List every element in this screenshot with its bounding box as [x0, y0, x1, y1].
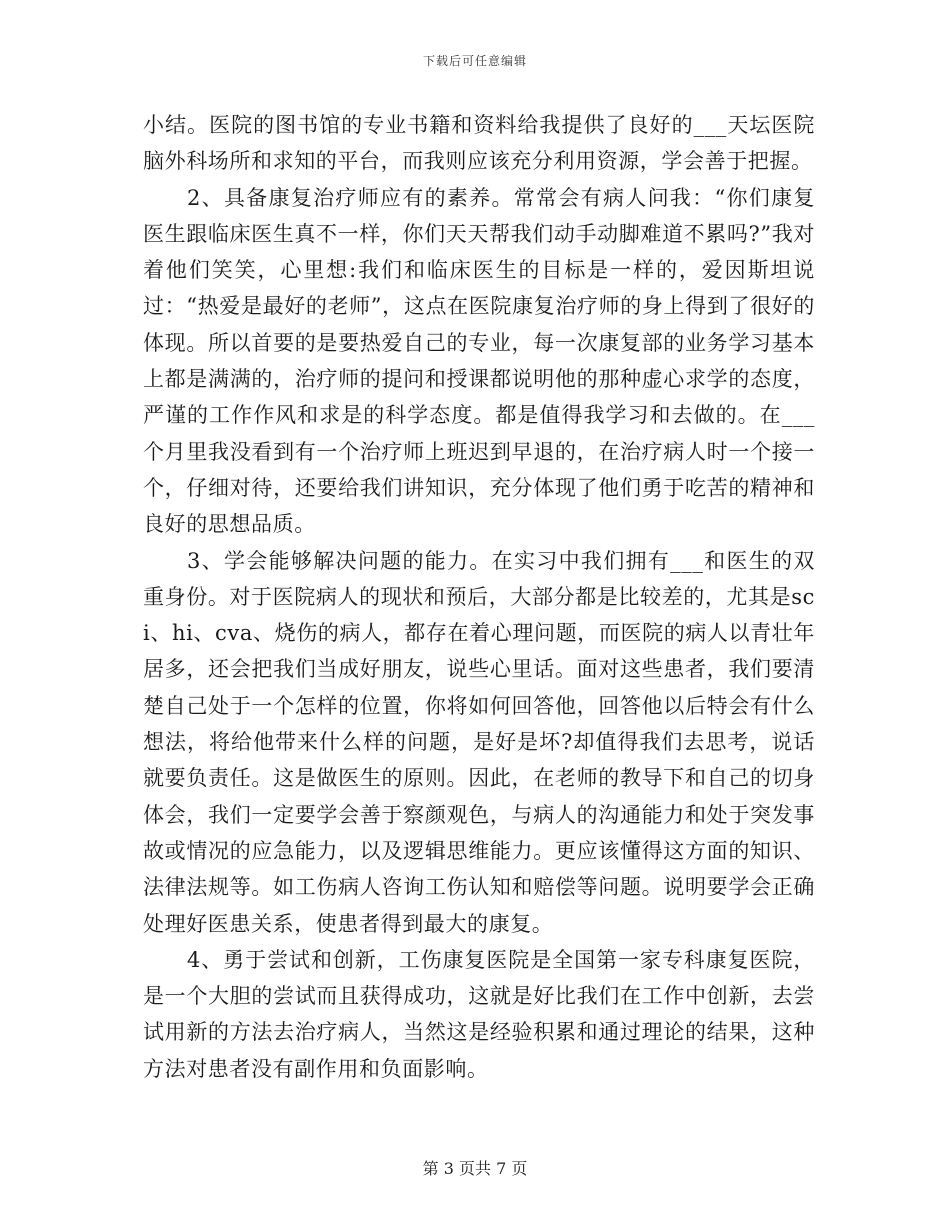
paragraph-2: 2、具备康复治疗师应有的素养。常常会有病人问我：“你们康复医生跟临床医生真不一样，你们天天帮我们动手动脚难道不累吗?”我对着他们笑笑，心里想:我们和临床医生的目标是一样的，爱因斯坦说过：“热爱是最好的老师”，这点在医院康复治疗师的身上得到了很好的体现。所以首要的是要热爱自己的专业，每一次康复部的业务学习基本上都是满满的，治疗师的提问和授课都说明他的那种虚心求学的态度，严谨的工作作风和求是的科学态度。都是值得我学习和去做的。在___个月里我没看到有一个治疗师上班迟到早退的，在治疗病人时一个接一个，仔细对待，还要给我们讲知识，充分体现了他们勇于吃苦的精神和良好的思想品质。	[143, 185, 815, 537]
paragraph-1: 小结。医院的图书馆的专业书籍和资料给我提供了良好的___天坛医院脑外科场所和求知的平台，而我则应该充分利用资源，学会善于把握。	[143, 113, 815, 174]
paragraph-4: 4、勇于尝试和创新，工伤康复医院是全国第一家专科康复医院，是一个大胆的尝试而且获得成功，这就是好比我们在工作中创新，去尝试用新的方法去治疗病人，当然这是经验积累和通过理论的结果，这种方法对患者没有副作用和负面影响。	[143, 947, 815, 1081]
document-body	[143, 107, 815, 1087]
page-footer: 第 3 页共 7 页	[422, 1159, 528, 1178]
page-header: 下载后可任意编辑	[422, 54, 527, 68]
paragraph-3: 3、学会能够解决问题的能力。在实习中我们拥有___和医生的双重身份。对于医院病人的现状和预后，大部分都是比较差的，尤其是sci、hi、cva、烧伤的病人，都存在着心理问题，而医院的病人以青壮年居多，还会把我们当成好朋友，说些心里话。面对这些患者，我们要清楚自己处于一个怎样的位置，你将如何回答他，回答他以后特会有什么想法，将给他带来什么样的问题，是好是坏?却值得我们去思考，说话就要负责任。这是做医生的原则。因此，在老师的教导下和自己的切身体会，我们一定要学会善于察颜观色，与病人的沟通能力和处于突发事故或情况的应急能力，以及逻辑思维能力。更应该懂得这方面的知识、法律法规等。如工伤病人咨询工伤认知和赔偿等问题。说明要学会正确处理好医患关系，使患者得到最大的康复。	[143, 548, 815, 936]
